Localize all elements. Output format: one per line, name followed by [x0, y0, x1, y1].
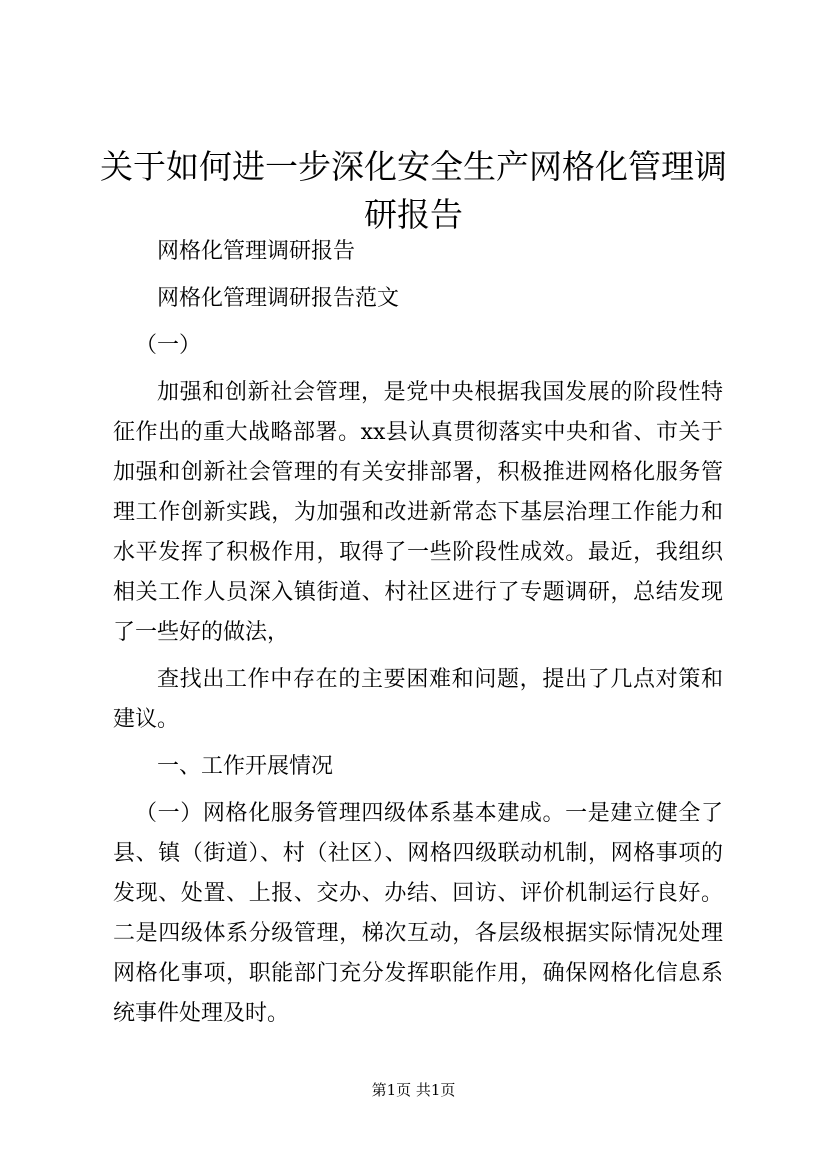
document-title: 关于如何进一步深化安全生产网格化管理调研报告: [100, 147, 727, 234]
body-paragraph-findings: 查找出工作中存在的主要困难和问题，提出了几点对策和建议。: [113, 667, 723, 732]
subtitle-line-2: 网格化管理调研报告范文: [157, 286, 400, 311]
section-heading-work-status: 一、工作开展情况: [157, 754, 334, 779]
document-body: [113, 232, 723, 1041]
body-paragraph-grid-system: （一）网格化服务管理四级体系基本建成。一是建立健全了县、镇（街道）、村（社区）、网格四级联动机制，网格事项的发现、处置、上报、交办、办结、回访、评价机制运行良好。二是四级体系分级管理，梯次互动，各层级根据实际情况处理网格化事项，职能部门充分发挥职能作用，确保网格化信息系统事件处理及时。: [113, 801, 723, 1026]
body-paragraph-intro: 加强和创新社会管理，是党中央根据我国发展的阶段性特征作出的重大战略部署。xx县认真贯彻落实中央和省、市关于加强和创新社会管理的有关安排部署，积极推进网格化服务管理工作创新实践，为加强和改进新常态下基层治理工作能力和水平发挥了积极作用，取得了一些阶段性成效。最近，我组织相关工作人员深入镇街道、村社区进行了专题调研，总结发现了一些好的做法，: [113, 380, 723, 645]
section-marker: （一）: [135, 333, 202, 358]
subtitle-line-1: 网格化管理调研报告: [157, 239, 356, 264]
page-footer: 第1页 共1页: [371, 1081, 456, 1099]
